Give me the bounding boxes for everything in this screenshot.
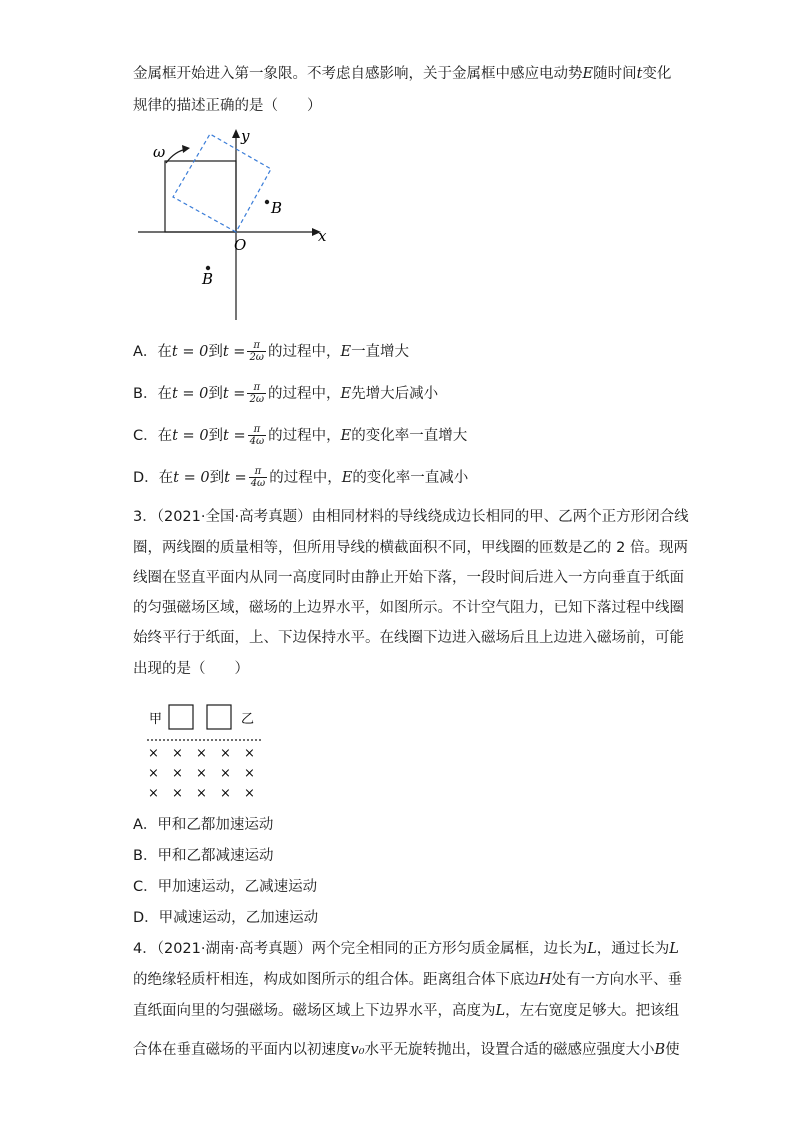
fraction-numerator: π xyxy=(247,340,266,352)
option-text: 的过程中， xyxy=(267,343,341,360)
field-cross: × xyxy=(196,746,207,761)
field-cross: × xyxy=(196,786,207,801)
fraction xyxy=(247,382,266,405)
option-tail: 的变化率一直增大 xyxy=(351,427,468,444)
q4-text: ，左右宽度足够大。把该组 xyxy=(505,1003,680,1019)
b-label-1: B xyxy=(271,199,283,217)
t-start: t = 0 xyxy=(171,385,209,402)
q3-option-b: B．甲和乙都减速运动 xyxy=(133,848,274,864)
to-word: 到 xyxy=(209,469,225,486)
q2-option-b xyxy=(133,382,438,405)
q3-line-4: 的匀强磁场区域，磁场的上边界水平，如图所示。不计空气阻力，已知下落过程中线圈 xyxy=(133,600,684,616)
y-arrowhead xyxy=(232,129,240,138)
q4-line-2 xyxy=(133,970,682,990)
rotation-figure xyxy=(135,125,335,325)
q3-line-5: 始终平行于纸面，上、下边保持水平。在线圈下边进入磁场后且上边进入磁场前，可能 xyxy=(133,630,684,646)
q4-text: 的绝缘轻质杆相连，构成如图所示的组合体。距离组合体下底边 xyxy=(133,972,539,988)
option-text: 的过程中， xyxy=(268,427,341,444)
var-l: L xyxy=(587,941,597,957)
intro-line-2: 规律的描述正确的是（ ） xyxy=(133,98,322,114)
q3-line-2: 圈，两线圈的质量相等，但所用导线的横截面积不同，甲线圈的匝数是乙的 2 倍。现两 xyxy=(133,540,688,556)
field-cross: × xyxy=(220,766,231,781)
var-l: L xyxy=(669,941,679,957)
t-start: t = 0 xyxy=(172,427,209,444)
t-end: t = xyxy=(223,427,246,444)
intro-text-end: 变化 xyxy=(642,66,672,82)
t-start: t = 0 xyxy=(171,343,209,360)
q2-option-d xyxy=(133,466,468,489)
var-b: B xyxy=(654,1042,666,1058)
field-dot-1 xyxy=(265,200,269,204)
fraction-denominator: 2ω xyxy=(249,394,264,405)
x-label: x xyxy=(318,227,327,245)
field-cross: × xyxy=(148,746,159,761)
var-e: E xyxy=(582,66,594,82)
var-h: H xyxy=(539,972,552,988)
to-word: 到 xyxy=(208,427,224,444)
option-text: 的过程中， xyxy=(268,385,341,402)
field-cross: × xyxy=(220,786,231,801)
b-label-2: B xyxy=(202,270,214,288)
q3-option-d: D．甲减速运动，乙加速运动 xyxy=(133,910,319,926)
field-cross: × xyxy=(148,766,159,781)
q4-text: ，通过长为 xyxy=(596,941,670,957)
option-label: A．在 xyxy=(133,343,172,360)
coil-yi xyxy=(207,705,231,729)
fraction-denominator: 4ω xyxy=(250,478,266,489)
omega-label: ω xyxy=(153,143,166,161)
field-cross: × xyxy=(148,786,159,801)
field-cross: × xyxy=(172,746,183,761)
var-v0: v₀ xyxy=(350,1042,365,1058)
intro-text-1: 金属框开始进入第一象限。不考虑自感影响，关于金属框中感应电动势 xyxy=(133,66,583,82)
t-end: t = xyxy=(222,343,246,360)
y-label: y xyxy=(241,127,250,145)
t-end: t = xyxy=(224,469,247,486)
fraction-denominator: 4ω xyxy=(249,436,265,447)
var-e: E xyxy=(341,469,353,486)
option-text: 的过程中， xyxy=(269,469,342,486)
fraction-denominator: 2ω xyxy=(249,352,264,363)
fraction xyxy=(248,424,267,447)
q2-option-a xyxy=(133,340,409,363)
field-cross: × xyxy=(244,786,255,801)
q3-option-c: C．甲加速运动，乙减速运动 xyxy=(133,879,318,895)
field-cross: × xyxy=(244,746,255,761)
var-l: L xyxy=(495,1003,506,1019)
fraction xyxy=(249,466,268,489)
option-label: C．在 xyxy=(133,427,173,444)
var-t: t xyxy=(636,66,643,82)
to-word: 到 xyxy=(208,385,223,402)
t-start: t = 0 xyxy=(173,469,210,486)
field-cross: × xyxy=(172,766,183,781)
intro-line-1 xyxy=(133,64,671,84)
option-tail: 一直增大 xyxy=(351,343,410,360)
field-cross: × xyxy=(172,786,183,801)
origin-label: O xyxy=(234,236,247,254)
option-label: B．在 xyxy=(133,385,172,402)
intro-text-mid: 随时间 xyxy=(593,66,637,82)
q4-text: 直纸面向里的匀强磁场。磁场区域上下边界水平，高度为 xyxy=(133,1003,496,1019)
q2-option-c xyxy=(133,424,467,447)
q4-line-3 xyxy=(133,1001,679,1021)
q3-option-a: A．甲和乙都加速运动 xyxy=(133,817,274,833)
var-e: E xyxy=(340,427,352,444)
q3-line-1: 3．（2021·全国·高考真题）由相同材料的导线绕成边长相同的甲、乙两个正方形闭合线 xyxy=(133,509,689,525)
option-label: D．在 xyxy=(133,469,174,486)
option-tail: 的变化率一直减小 xyxy=(352,469,469,486)
label-jia: 甲 xyxy=(149,712,163,727)
rotation-arrowhead xyxy=(182,145,190,153)
option-tail: 先增大后减小 xyxy=(351,385,439,402)
q4-line-4 xyxy=(133,1040,680,1060)
q3-line-3: 线圈在竖直平面内从同一高度同时由静止开始下落，一段时间后进入一方向垂直于纸面 xyxy=(133,570,684,586)
q4-text: 使 xyxy=(665,1042,680,1058)
fraction-numerator: π xyxy=(248,424,267,436)
q4-text: 合体在垂直磁场的平面内以初速度 xyxy=(133,1042,351,1058)
fraction-numerator: π xyxy=(247,382,266,394)
fraction-numerator: π xyxy=(249,466,268,478)
fraction xyxy=(247,340,266,363)
coil-jia xyxy=(169,705,193,729)
coil-figure xyxy=(145,700,275,805)
field-cross: × xyxy=(220,746,231,761)
t-end: t = xyxy=(222,385,246,402)
square-frame-initial xyxy=(165,161,236,232)
q4-text: 水平无旋转抛出，设置合适的磁感应强度大小 xyxy=(364,1042,655,1058)
var-e: E xyxy=(340,385,352,402)
q4-line-1 xyxy=(133,939,679,959)
q3-line-6: 出现的是（ ） xyxy=(133,661,249,677)
magnetic-field-crosses xyxy=(148,746,255,801)
field-cross: × xyxy=(196,766,207,781)
label-yi: 乙 xyxy=(241,712,255,727)
var-e: E xyxy=(340,343,352,360)
q4-text: 处有一方向水平、垂 xyxy=(551,972,683,988)
field-cross: × xyxy=(244,766,255,781)
to-word: 到 xyxy=(208,343,223,360)
q4-text: 4．（2021·湖南·高考真题）两个完全相同的正方形匀质金属框，边长为 xyxy=(133,941,588,957)
